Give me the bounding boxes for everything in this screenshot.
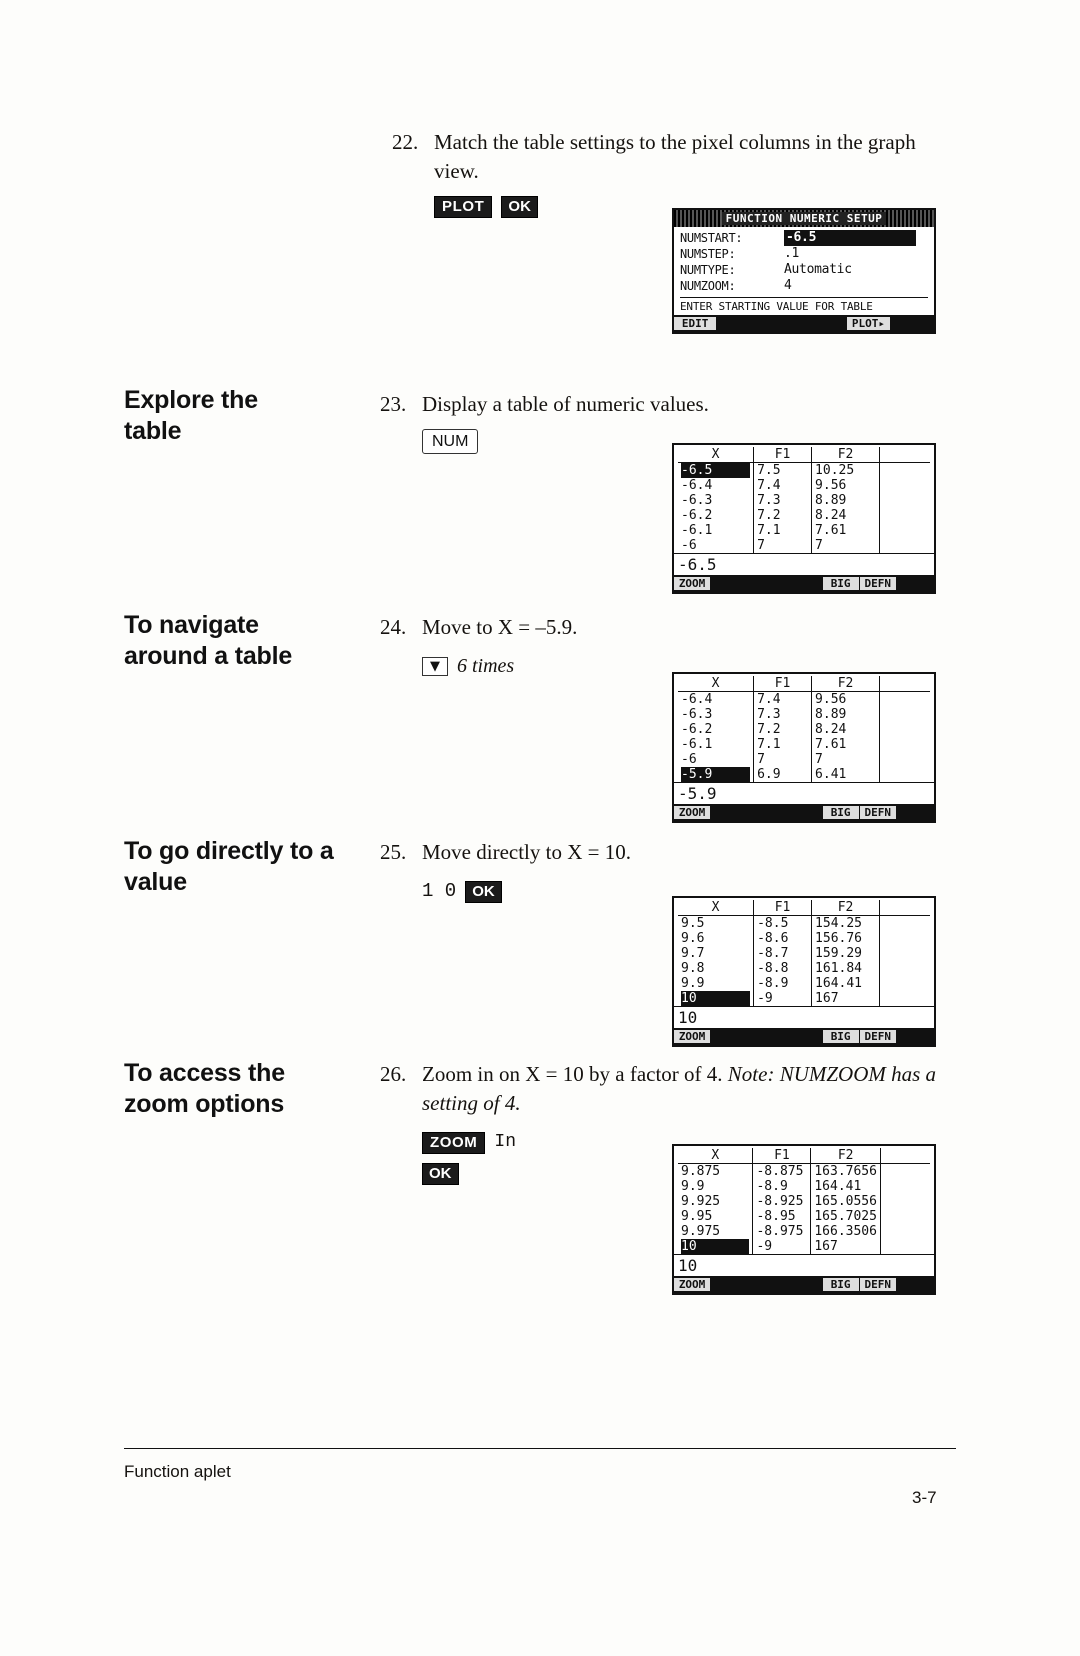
- table-row[interactable]: [678, 1239, 930, 1254]
- table-screen-23: [672, 443, 936, 594]
- table-row[interactable]: [678, 961, 930, 976]
- step-26-text-lead: Zoom in on X = 10 by a factor of 4.: [422, 1062, 728, 1086]
- table-24: [678, 676, 930, 782]
- table-row[interactable]: [678, 991, 930, 1006]
- cell-x: 9.925: [681, 1194, 721, 1209]
- table-24-col-f1: F1: [754, 676, 812, 692]
- cell-f2: 7: [812, 538, 880, 553]
- cell-f1: 7.4: [754, 692, 812, 708]
- table-row[interactable]: [678, 752, 930, 767]
- cell-x: 10: [681, 1239, 749, 1254]
- cell-f1: -8.8: [754, 961, 812, 976]
- cell-x: 9.9: [681, 1179, 705, 1194]
- cell-f2: 159.29: [812, 946, 880, 961]
- table-row[interactable]: [678, 508, 930, 523]
- table-row[interactable]: [678, 707, 930, 722]
- step-24-key-note: 6 times: [457, 655, 515, 677]
- table-23-col-empty: [880, 447, 930, 463]
- cell-x: 10: [681, 991, 750, 1006]
- cell-f1: -8.5: [754, 916, 812, 932]
- table-26-col-f2: F2: [811, 1148, 881, 1164]
- table-23-header-row: [678, 447, 930, 463]
- cell-x: 9.875: [681, 1164, 721, 1179]
- softkey-zoom[interactable]: ZOOM: [674, 806, 711, 819]
- cell-f2: 166.3506: [811, 1224, 881, 1239]
- heading-1-line-2: table: [124, 417, 182, 445]
- table-23-body: [674, 445, 934, 553]
- table-26: [678, 1148, 930, 1254]
- cell-f2: 6.41: [812, 767, 880, 782]
- footer-rule: [124, 1448, 956, 1449]
- table-screen-26: [672, 1144, 936, 1295]
- cell-f1: -8.9: [753, 1179, 811, 1194]
- numstart-value-text: -6.5: [784, 230, 916, 246]
- step-24-text: Move to X = –5.9.: [422, 615, 578, 639]
- softkey-big[interactable]: BIG: [823, 1278, 860, 1291]
- cell-f1: 7.3: [754, 707, 812, 722]
- heading-3-line-1: To go directly to a: [124, 837, 334, 865]
- cell-f1: 7.2: [754, 508, 812, 523]
- setup-body: [674, 227, 934, 315]
- step-22-text: Match the table settings to the pixel columns in the graph view.: [434, 130, 916, 183]
- softkey-big[interactable]: BIG: [823, 577, 860, 590]
- heading-explore-the-table: [124, 385, 374, 447]
- cell-f1: -8.7: [754, 946, 812, 961]
- heading-to-go-directly-to-a-value: [124, 836, 394, 898]
- softkey-zoom[interactable]: ZOOM: [674, 577, 711, 590]
- table-24-footer: -5.9: [674, 782, 934, 804]
- cell-f1: -8.875: [753, 1164, 811, 1180]
- cell-f1: 7.5: [754, 463, 812, 479]
- cell-f1: 7.2: [754, 722, 812, 737]
- setup-row-numtype[interactable]: [680, 262, 928, 278]
- table-24-header-row: [678, 676, 930, 692]
- softkey-big[interactable]: BIG: [823, 806, 860, 819]
- table-26-footer: 10: [674, 1254, 934, 1276]
- cell-x: 9.5: [681, 916, 705, 931]
- numstart-value[interactable]: [784, 230, 928, 246]
- step-24-number: 24.: [380, 615, 407, 639]
- cell-x: -6: [681, 538, 697, 553]
- cell-f2: 8.24: [812, 508, 880, 523]
- table-25-col-f1: F1: [754, 900, 812, 916]
- setup-softkeys: [674, 315, 934, 332]
- cell-x: -6.4: [681, 478, 713, 493]
- softkey-defn[interactable]: DEFN: [860, 806, 897, 819]
- table-26-softkeys: [674, 1276, 934, 1293]
- table-24-col-empty: [880, 676, 930, 692]
- cell-f2: 8.89: [812, 707, 880, 722]
- cell-x: 9.6: [681, 931, 705, 946]
- numstart-label: NUMSTART:: [680, 231, 743, 245]
- cell-f2: 7: [812, 752, 880, 767]
- table-row[interactable]: [678, 931, 930, 946]
- table-25-header-row: [678, 900, 930, 916]
- softkey-big[interactable]: BIG: [823, 1030, 860, 1043]
- table-26-header-row: [678, 1148, 930, 1164]
- setup-title-bar: [674, 210, 934, 227]
- heading-2-line-2: around a table: [124, 642, 293, 670]
- plot-key[interactable]: PLOT: [434, 196, 492, 218]
- cell-x: 9.8: [681, 961, 705, 976]
- table-row[interactable]: [678, 946, 930, 961]
- table-25-col-x: X: [678, 900, 754, 916]
- zoom-in-option[interactable]: In: [494, 1132, 517, 1152]
- cell-f2: 10.25: [812, 463, 880, 479]
- cell-f2: 9.56: [812, 692, 880, 708]
- cell-f1: 7: [754, 752, 812, 767]
- heading-3-line-2: value: [124, 868, 187, 896]
- cell-f1: 7.1: [754, 737, 812, 752]
- cell-f1: -8.975: [753, 1224, 811, 1239]
- zoom-key[interactable]: ZOOM: [422, 1132, 485, 1154]
- setup-row-numstart[interactable]: [680, 230, 928, 246]
- heading-4-line-1: To access the: [124, 1059, 285, 1087]
- cell-f2: 8.24: [812, 722, 880, 737]
- cell-x: 9.9: [681, 976, 705, 991]
- ok-key[interactable]: OK: [465, 881, 502, 903]
- step-25-number: 25.: [380, 840, 407, 864]
- cell-f2: 8.89: [812, 493, 880, 508]
- table-25-col-empty: [880, 900, 930, 916]
- step-26-number: 26.: [380, 1062, 407, 1086]
- cell-f2: 163.7656: [811, 1164, 881, 1180]
- step-25-text: Move directly to X = 10.: [422, 840, 631, 864]
- table-26-body: [674, 1146, 934, 1254]
- cell-f2: 164.41: [812, 976, 880, 991]
- cell-f2: 164.41: [811, 1179, 881, 1194]
- numeric-entry-keys[interactable]: 1 0: [422, 880, 457, 902]
- table-row[interactable]: [678, 1194, 930, 1209]
- heading-to-access-the-zoom-options: [124, 1058, 394, 1120]
- cell-x: 9.95: [681, 1209, 713, 1224]
- softkey-defn[interactable]: DEFN: [860, 577, 897, 590]
- table-23: [678, 447, 930, 553]
- cell-f2: 154.25: [812, 916, 880, 932]
- step-22-number: 22.: [392, 130, 419, 154]
- cell-x: -5.9: [681, 767, 750, 782]
- table-23-footer: -6.5: [674, 553, 934, 575]
- table-23-col-x: X: [678, 447, 754, 463]
- table-row[interactable]: [678, 478, 930, 493]
- step-22: [392, 128, 957, 218]
- cell-f2: 161.84: [812, 961, 880, 976]
- softkey-defn[interactable]: DEFN: [860, 1030, 897, 1043]
- table-row[interactable]: [678, 1179, 930, 1194]
- table-26-col-empty: [880, 1148, 930, 1164]
- table-row[interactable]: [678, 737, 930, 752]
- numstep-value: .1: [784, 246, 800, 261]
- cell-f1: 7.1: [754, 523, 812, 538]
- table-23-col-f1: F1: [754, 447, 812, 463]
- cell-x: 9.7: [681, 946, 705, 961]
- table-row[interactable]: [678, 976, 930, 991]
- step-23-number: 23.: [380, 392, 407, 416]
- table-23-col-f2: F2: [812, 447, 880, 463]
- table-25-col-f2: F2: [812, 900, 880, 916]
- table-row[interactable]: [678, 523, 930, 538]
- table-row[interactable]: [678, 463, 930, 479]
- setup-row-numzoom[interactable]: [680, 278, 928, 294]
- softkey-plot[interactable]: PLOT▸: [847, 317, 890, 330]
- numeric-setup-screen: [672, 208, 936, 334]
- step-26-note-body: NUMZOOM has a setting of 4.: [422, 1062, 937, 1115]
- cell-f1: -8.95: [753, 1209, 811, 1224]
- cell-f1: -8.9: [754, 976, 812, 991]
- heading-1-line-1: Explore the: [124, 386, 258, 414]
- cell-f2: 167: [811, 1239, 881, 1254]
- table-25-footer: 10: [674, 1006, 934, 1028]
- heading-to-navigate-around-a-table: [124, 610, 384, 672]
- cell-f2: 7.61: [812, 737, 880, 752]
- ok-key[interactable]: OK: [422, 1163, 459, 1185]
- cell-f1: -8.925: [753, 1194, 811, 1209]
- table-screen-25: [672, 896, 936, 1047]
- cell-x: -6.3: [681, 707, 713, 722]
- cell-x: -6.4: [681, 692, 713, 707]
- numzoom-value: 4: [784, 278, 792, 293]
- softkey-defn[interactable]: DEFN: [860, 1278, 897, 1291]
- cell-f1: 6.9: [754, 767, 812, 782]
- table-23-softkeys: [674, 575, 934, 592]
- numzoom-label: NUMZOOM:: [680, 279, 736, 293]
- cell-f1: -9: [753, 1239, 811, 1254]
- table-25-softkeys: [674, 1028, 934, 1045]
- cell-f2: 165.7025: [811, 1209, 881, 1224]
- cell-x: -6.2: [681, 722, 713, 737]
- softkey-edit[interactable]: EDIT: [674, 317, 717, 330]
- heading-2-line-1: To navigate: [124, 611, 259, 639]
- table-row[interactable]: [678, 1164, 930, 1180]
- cell-f1: -9: [754, 991, 812, 1006]
- heading-4-line-2: zoom options: [124, 1090, 285, 1118]
- step-24: [380, 613, 780, 681]
- step-26-note-label: Note:: [727, 1062, 775, 1086]
- softkey-zoom[interactable]: ZOOM: [674, 1030, 711, 1043]
- step-23-text: Display a table of numeric values.: [422, 392, 709, 416]
- setup-row-numstep[interactable]: [680, 246, 928, 262]
- table-row[interactable]: [678, 916, 930, 932]
- cell-f1: 7.4: [754, 478, 812, 493]
- table-24-softkeys: [674, 804, 934, 821]
- step-26-text: [422, 1060, 955, 1118]
- cell-f1: 7.3: [754, 493, 812, 508]
- table-25: [678, 900, 930, 1006]
- numtype-value: Automatic: [784, 262, 852, 277]
- down-arrow-icon[interactable]: ▼: [422, 657, 448, 676]
- table-26-col-x: X: [678, 1148, 753, 1164]
- cell-f2: 7.61: [812, 523, 880, 538]
- table-row[interactable]: [678, 722, 930, 737]
- cell-f2: 9.56: [812, 478, 880, 493]
- table-row[interactable]: [678, 692, 930, 708]
- footer-left: Function aplet: [124, 1462, 231, 1481]
- softkey-zoom[interactable]: ZOOM: [674, 1278, 711, 1291]
- table-row[interactable]: [678, 767, 930, 782]
- cell-x: -6.1: [681, 523, 713, 538]
- table-row[interactable]: [678, 1224, 930, 1239]
- cell-x: -6.1: [681, 737, 713, 752]
- cell-f2: 167: [812, 991, 880, 1006]
- table-24-body: [674, 674, 934, 782]
- cell-f1: -8.6: [754, 931, 812, 946]
- ok-key[interactable]: OK: [501, 196, 538, 218]
- num-key[interactable]: NUM: [422, 429, 478, 454]
- setup-prompt: ENTER STARTING VALUE FOR TABLE: [680, 297, 928, 315]
- cell-x: -6.3: [681, 493, 713, 508]
- footer-page-number: 3-7: [912, 1488, 937, 1507]
- numtype-label: NUMTYPE:: [680, 263, 736, 277]
- cell-x: -6.2: [681, 508, 713, 523]
- table-24-col-f2: F2: [812, 676, 880, 692]
- table-26-col-f1: F1: [753, 1148, 811, 1164]
- cell-x: -6: [681, 752, 697, 767]
- cell-f2: 165.0556: [811, 1194, 881, 1209]
- cell-f2: 156.76: [812, 931, 880, 946]
- table-row[interactable]: [678, 493, 930, 508]
- table-24-col-x: X: [678, 676, 754, 692]
- cell-x: -6.5: [681, 463, 750, 478]
- setup-title: FUNCTION NUMERIC SETUP: [722, 212, 887, 225]
- table-25-body: [674, 898, 934, 1006]
- table-screen-24: [672, 672, 936, 823]
- cell-x: 9.975: [681, 1224, 721, 1239]
- table-row[interactable]: [678, 538, 930, 553]
- numstep-label: NUMSTEP:: [680, 247, 736, 261]
- table-row[interactable]: [678, 1209, 930, 1224]
- cell-f1: 7: [754, 538, 812, 553]
